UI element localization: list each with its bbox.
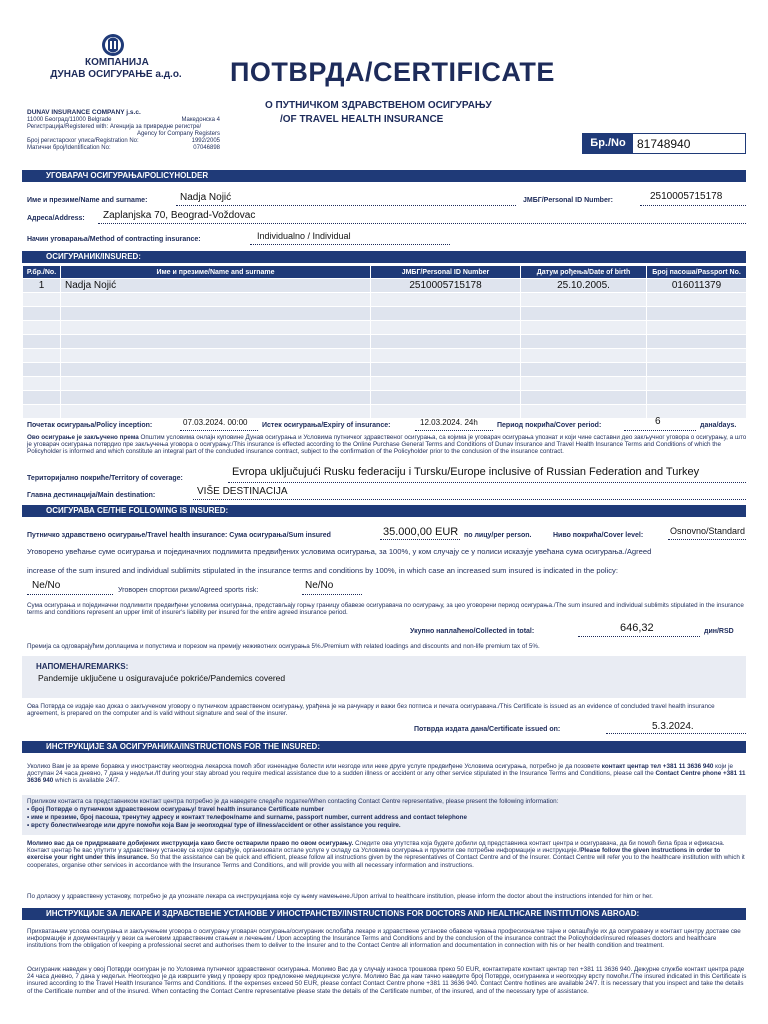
instructions-p3: По доласку у здравствену установу, потребно је да упознате лекара са инструкцијама које су њему намењене./Upon arrival to healthcare institution, please inform the doctor about the instructions intended for him or her. [27, 893, 653, 900]
remarks-title: НАПОМЕНА/REMARKS: [36, 662, 129, 671]
instructions-p2-bold2: Please follow the given instructions in order to exercise your right under this insurance. [27, 847, 721, 862]
table-cell [61, 405, 371, 419]
certificate-number-label: Бр./No [583, 134, 633, 153]
table-cell: 2510005715178 [371, 279, 521, 293]
policyholder-address-label: Адреса/Address: [27, 215, 85, 222]
document-title: ПОТВРДА/CERTIFICATE [230, 57, 555, 87]
sports-label: Уговорен спортски ризик/Agreed sports risk: [118, 587, 259, 594]
table-cell [371, 307, 521, 321]
section-policyholder: УГОВАРАЧ ОСИГУРАЊА/POLICYHOLDER [22, 170, 746, 182]
table-row [23, 391, 747, 405]
table-cell [647, 307, 747, 321]
table-cell [647, 349, 747, 363]
table-cell: 25.10.2005. [521, 279, 647, 293]
table-row [23, 363, 747, 377]
company-info-line1-left: 11000 Београд/11000 Belgrade [27, 117, 112, 123]
company-info-line3: Agency for Company Registers [136, 131, 220, 137]
terms-note-text: Општим условима онлајн куповине Дунав осигурања и Условима путничког здравственог осигурања, са којима је уговарач осигурања упознат и који чине саставни део закључног уговора о осигурању, а што је уговарач осигурања потврдио пре закључења уговора о осигурању./This insurance is effected according to the Online Purchase General Terms and Conditions of Dunav Insurance and Travel Health Insurance Terms and Conditions of which the Policyholder is informed and which constitute an integral part of the concluded insurance contract, subject to the confirmation of the Policyholder prior to the conclusion of the insurance contract. [27, 434, 747, 456]
expiry-label: Истек осигурања/Expiry of insurance: [262, 422, 391, 429]
table-cell [371, 321, 521, 335]
table-row [23, 335, 747, 349]
instructions-p2-bold: Молимо вас да се придржавате добијених инструкција како бисте остварили право по овом осигурању. [27, 840, 354, 847]
table-cell [371, 405, 521, 419]
cover-period-value: 6 [655, 416, 661, 427]
insured-table-header [23, 266, 747, 279]
insured-table [22, 265, 747, 419]
policyholder-method-value: Individualno / Individual [257, 231, 351, 241]
table-cell: Nadja Nojić [61, 279, 371, 293]
instructions-p1-d: Contact Centre phone +381 11 3636 940 [27, 770, 746, 785]
table-cell [23, 293, 61, 307]
destination-label: Главна дестинација/Main destination: [27, 492, 156, 499]
table-cell [371, 391, 521, 405]
contact-box-item-2: • име и презиме, број пасоша, тренутну адресу и контакт телефон/name and surname, passport number, current address and contact telephone [27, 814, 468, 821]
table-cell [23, 363, 61, 377]
section-coverage: ОСИГУРАВА СЕ/THE FOLLOWING IS INSURED: [22, 505, 746, 517]
company-info-line5-left: Матични број/Identification No: [27, 145, 111, 151]
policyholder-name-value: Nadja Nojić [180, 192, 232, 203]
table-cell: 1 [23, 279, 61, 293]
insured-col-header: Р.бр./No. [23, 266, 61, 279]
instructions-p2 [27, 840, 747, 869]
table-cell [23, 405, 61, 419]
company-name-line1: КОМПАНИЈА [85, 57, 149, 68]
table-cell [521, 293, 647, 307]
table-cell [521, 363, 647, 377]
table-cell [61, 321, 371, 335]
table-cell [371, 335, 521, 349]
total-label: Укупно наплаћено/Collected in total: [410, 628, 535, 635]
coverage-line-label: Путничко здравствено осигурање/Travel health insurance: Сума осигурања/Sum insured [27, 532, 331, 539]
table-cell [23, 307, 61, 321]
insured-col-header: Датум рођења/Date of birth [521, 266, 647, 279]
instructions-p1-c: који је доступан 24 часа дневно, 7 дана у недељи./If during your stay abroad you require medical assistance due to a sudden illness or accident or any other service stipulated in the Insurance Terms and Conditions, please call the [27, 763, 734, 778]
instructions-p2-text: Следите ова упутства која будете добили од представника контакт центра и осигуравача, да би помоћ била брза и ефикасна. Контакт центар ће вас упутити у здравствену установу са којом сарађује, организовати остале услуге у складу са Условима осигурања и пружити све потребне информације и инструкције./ [27, 840, 725, 855]
sum-insured-value: 35.000,00 EUR [383, 526, 459, 538]
company-name-line2: ДУНАВ ОСИГУРАЊЕ а.д.о. [50, 69, 182, 80]
contact-box-item-3: • врсту болести/незгоде или друге помоћи која Вам је неопходна/ type of illness/accident or other assistance you require. [27, 822, 401, 829]
table-row [23, 307, 747, 321]
company-info-line2: Регистрација/Registered with: Агенција за привредне регистре/ [27, 124, 202, 130]
issued-label: Потврда издата дана/Certificate issued on: [414, 726, 561, 733]
policyholder-jmbg-label: ЈМБГ/Personal ID Number: [523, 197, 613, 204]
expiry-value: 12.03.2024. 24h [420, 418, 478, 427]
cover-period-label: Период покрића/Cover period: [497, 422, 602, 429]
cover-level-value: Osnovno/Standard [670, 526, 746, 536]
table-cell [521, 349, 647, 363]
cover-days-label: дана/days. [700, 422, 737, 429]
table-cell [371, 293, 521, 307]
table-cell [647, 363, 747, 377]
insured-col-header: Број пасоша/Passport No. [647, 266, 747, 279]
table-cell [521, 335, 647, 349]
company-info-line4-right: 1992/2005 [191, 138, 220, 144]
document-subtitle-2: /OF TRAVEL HEALTH INSURANCE [280, 114, 444, 125]
instructions-p2-text2: So that the assistance can be quick and efficient, please follow all instructions given by the representatives of Contact Centre and of the Insurer. Contact Centre will refer you to the healthcare institution with which it cooperates, organise other services in accordance with the Insurance Terms and Conditions, and will provide you with all necessary information and instructions. [27, 854, 745, 869]
inception-label: Почетак осигурања/Policy inception: [27, 422, 153, 429]
territory-label: Територијално покриће/Territory of coverage: [27, 475, 183, 482]
cover-level-label: Ниво покрића/Cover level: [553, 532, 644, 539]
table-row [23, 279, 747, 293]
doctors-p1: Прихватањем услова осигурања и закључењем уговора о осигурању уговарач осигурања/осигураник ослобађа лекаре и здравствене установе обавезе чувања професионалне тајне и овлашћује их да осигуравачу и контакт центру доставе све информације и документацију у вези са његовим здравственим стањем и лечењем./ Upon accepting the Insurance Terms and Conditions and by the conclusion of the insurance contract the Policyholder/insured releases doctors and healthcare institutions from the obligation of keeping a professional secret and authorises them to deliver to the Insurer and to the Contact Centre all information and documentation in connection with his or her health condition and treatment. [27, 928, 741, 950]
table-cell [23, 349, 61, 363]
increase-value: Ne/No [32, 580, 61, 591]
company-info-line4-left: Број регистарског уписа/Registration No: [27, 138, 139, 144]
table-cell [647, 377, 747, 391]
insured-col-header: Име и презиме/Name and surname [61, 266, 371, 279]
table-cell [647, 391, 747, 405]
company-info-line5-right: 07046898 [193, 145, 220, 151]
table-cell [61, 377, 371, 391]
table-cell [647, 321, 747, 335]
table-cell [23, 377, 61, 391]
instructions-p1-b: контакт центар тел +381 11 3636 940 [601, 763, 714, 770]
issued-value: 5.3.2024. [652, 721, 694, 732]
table-cell [61, 293, 371, 307]
policyholder-address-value: Zaplanjska 70, Beograd-Voždovac [103, 210, 256, 221]
table-cell: 016011379 [647, 279, 747, 293]
table-cell [61, 363, 371, 377]
sports-value: Ne/No [305, 580, 334, 591]
per-person-label: по лицу/per person. [464, 532, 532, 539]
instructions-p1-a: Уколико Вам је за време боравка у иностранству неопходна лекарска помоћ због изненадне болести или незгоде или неке друге услуге предвиђене Условима осигурања, потребно је да позовете [27, 763, 602, 770]
table-cell [61, 335, 371, 349]
territory-value: Evropa uključujući Rusku federaciju i Tursku/Europe inclusive of Russian Federation and Turkey [232, 466, 700, 478]
premium-text: Премија са одговарајућим доплацима и попустима и порезом на премију неживотних осигурања 5%./Premium with related loadings and discounts and non-life premium tax of 5%. [27, 643, 540, 650]
table-cell [23, 321, 61, 335]
table-cell [521, 391, 647, 405]
table-cell [647, 405, 747, 419]
table-cell [371, 363, 521, 377]
company-info-line1-right: Македонска 4 [181, 117, 220, 123]
total-currency: дин/RSD [704, 628, 734, 635]
table-cell [521, 321, 647, 335]
certificate-number-value: 81748940 [637, 137, 691, 151]
document-subtitle-1: О ПУТНИЧКОМ ЗДРАВСТВЕНОМ ОСИГУРАЊУ [265, 100, 492, 111]
table-cell [61, 307, 371, 321]
table-cell [647, 293, 747, 307]
table-row [23, 293, 747, 307]
instructions-p1 [27, 763, 747, 785]
increase-text-1: Уговорено увећање суме осигурања и појединачних подлимита предвиђених условима осигурања, за 100%, у ком случају се у полиси исказује увећана сума осигурања./Agreed [27, 547, 652, 556]
policyholder-name-label: Име и презиме/Name and surname: [27, 197, 148, 204]
section-insured: ОСИГУРАНИК/INSURED: [22, 251, 746, 263]
table-cell [371, 349, 521, 363]
table-cell [647, 335, 747, 349]
table-row [23, 405, 747, 419]
table-row [23, 377, 747, 391]
sublimits-text: Сума осигурања и појединачни подлимити предвиђени условима осигурања, представљају горњу границу обавезе осигуравача по осигурању, за цео уговорени период осигурања./The sum insured and individual sublimits stipulated in the insurance terms and conditions represent an upper limit of insurer's liability per insured for the entire agreed insurance period. [27, 602, 744, 617]
table-cell [61, 349, 371, 363]
terms-note [27, 434, 747, 456]
inception-value: 07.03.2024. 00:00 [183, 418, 248, 427]
instructions-p1-e: which is available 24/7. [53, 777, 120, 785]
policyholder-jmbg-value: 2510005715178 [650, 191, 723, 202]
table-cell [23, 391, 61, 405]
increase-text-2: increase of the sum insured and individual sublimits stipulated in the insurance terms and conditions by 100%, in which case an increased sum insured is indicated in the policy: [27, 566, 618, 575]
doctors-p2: Осигураник наведен у овој Потврди осигуран је по Условима путничког здравственог осигурања. Молимо Вас да у случају износа трошкова преко 50 EUR, контактирате контакт центар тел +381 11 3636 940. Дежурне службе контакт центра раде 24 часа дневно, 7 дана у недељи. Неопходно је да извршите увид у проверу кроз предложене медицинске услуге. Молимо Вас да нам тачно наведите број Потврде, осигураника и неопходну врсту помоћи./The insured indicated in this Certificate is insured according to the Travel Health Insurance Terms and Conditions. If the expenses exceed 50 EUR, please contact Contact Centre phone +381 11 3636 940. Contact Centre hotlines are available 24/7. It is necessary that you inspect and take the details of the Certificate number and of the insured. When contacting the Contact Centre representative please state the details of the Certificate number, of the insured, and of the necessary type of assistance. [27, 966, 747, 995]
company-logo-icon [101, 33, 125, 57]
table-cell [371, 377, 521, 391]
certificate-number-box [582, 133, 746, 154]
policyholder-method-label: Начин уговарања/Method of contracting insurance: [27, 236, 201, 243]
remarks-value: Pandemije uključene u osiguravajuće pokriće/Pandemics covered [38, 673, 286, 683]
section-instructions-doctors: ИНСТРУКЦИЈЕ ЗА ЛЕКАРЕ И ЗДРАВСТВЕНЕ УСТАНОВЕ У ИНОСТРАНСТВУ/INSTRUCTIONS FOR DOCTORS AND HEALTHCARE INSTITUTIONS ABROAD: [22, 908, 746, 920]
total-value: 646,32 [620, 622, 654, 634]
contact-box-item-1: • број Потврде о путничком здравственом осигурању/ travel health insurance Certificate number [27, 806, 325, 813]
table-cell [521, 307, 647, 321]
table-row [23, 349, 747, 363]
issuance-text: Ова Потврда се издаје као доказ о закљученом уговору о путничком здравственом осигурању, урађена је на рачунару и важи без потписа и печата осигуравача./This Certificate is issued as an evidence of concluded travel health insurance agreement, is prepared on the computer and is valid without signature and seal of the insurer. [27, 703, 715, 718]
section-instructions-insured: ИНСТРУКЦИЈЕ ЗА ОСИГУРАНИКА/INSTRUCTIONS FOR THE INSURED: [22, 741, 746, 753]
table-cell [23, 335, 61, 349]
destination-value: VIŠE DESTINACIJA [197, 486, 288, 497]
company-info-title: DUNAV INSURANCE COMPANY j.s.c. [27, 109, 141, 116]
insured-col-header: ЈМБГ/Personal ID Number [371, 266, 521, 279]
table-cell [521, 377, 647, 391]
contact-box-intro: Приликом контакта са представником контакт центра потребно је да наведете следеће податке/When contacting Contact Centre representative, please present the following information: [27, 798, 559, 805]
table-cell [61, 391, 371, 405]
table-row [23, 321, 747, 335]
terms-note-bold: Ово осигурање је закључено према [27, 434, 139, 441]
table-cell [521, 405, 647, 419]
